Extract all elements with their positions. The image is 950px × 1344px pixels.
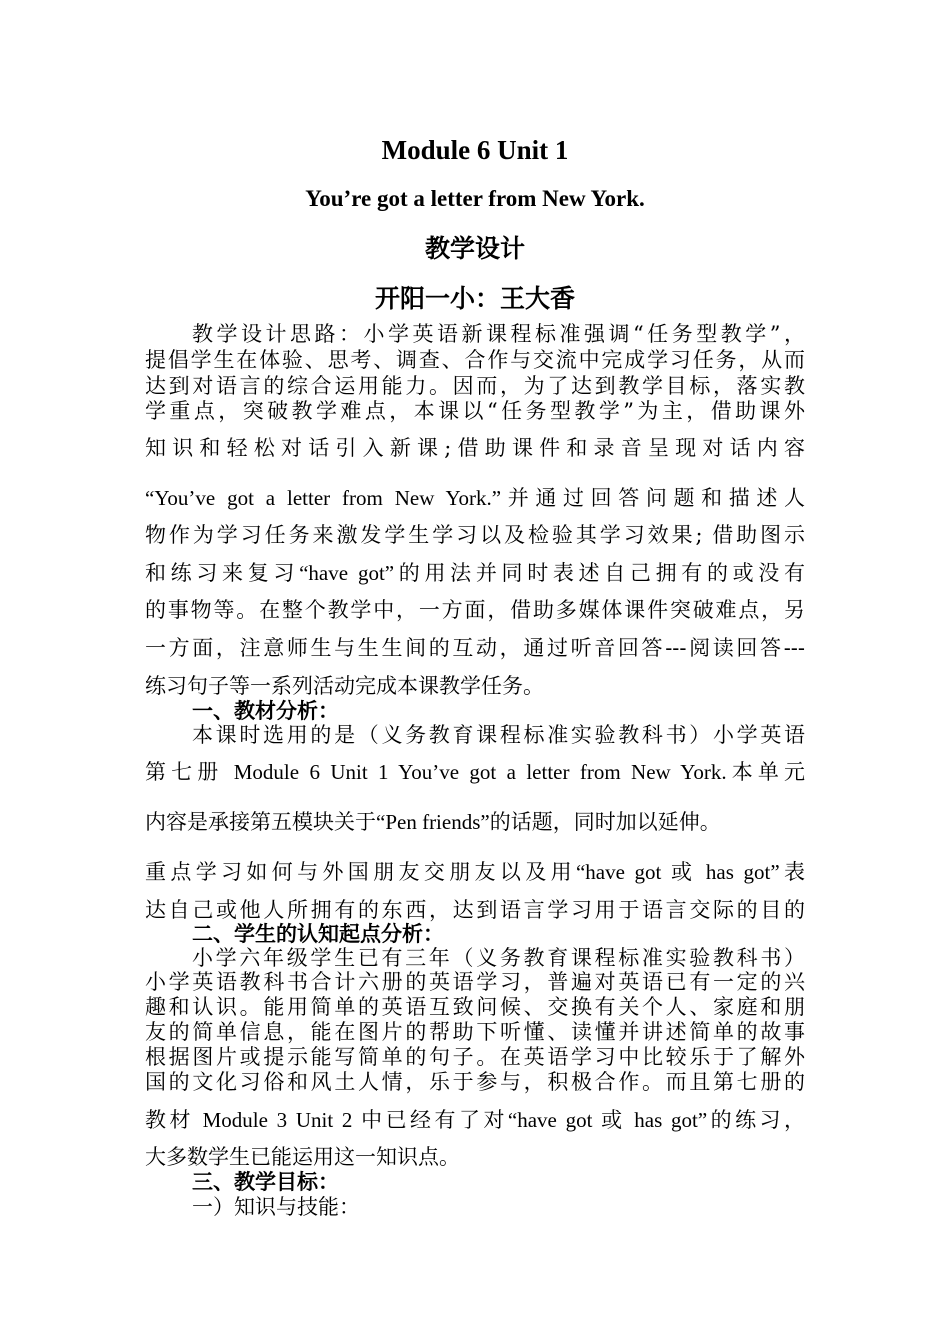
paragraph-line: 教材 Module 3 Unit 2 中已经有了对“have got 或 has got”的练习，: [145, 1108, 805, 1132]
paragraph-line: 练习句子等一系列活动完成本课教学任务。: [145, 674, 544, 698]
paragraph-line: 第七册 Module 6 Unit 1 You’ve got a letter from New York.本单元: [145, 760, 805, 784]
paragraph-line: 根据图片或提示能写简单的句子。在英语学习中比较乐于了解外: [145, 1045, 805, 1069]
paragraph-line: 小学英语教科书合计六册的英语学习，普遍对英语已有一定的兴: [145, 970, 805, 994]
paragraph-line: 友的简单信息，能在图片的帮助下听懂、读懂并讲述简单的故事: [145, 1020, 805, 1044]
paragraph-line: 提倡学生在体验、思考、调查、合作与交流中完成学习任务，从而: [145, 348, 805, 372]
paragraph-line: 本课时选用的是（义务教育课程标准实验教科书）小学英语: [192, 723, 805, 747]
doc-type-heading: 教学设计: [424, 234, 525, 263]
section-heading: 一、教材分析：: [192, 698, 339, 723]
section-heading: 三、教学目标：: [192, 1169, 339, 1194]
paragraph-line: 的事物等。在整个教学中，一方面，借助多媒体课件突破难点，另: [145, 598, 805, 622]
section-heading: 二、学生的认知起点分析：: [192, 921, 444, 946]
paragraph-line: 达自己或他人所拥有的东西，达到语言学习用于语言交际的目的: [145, 898, 805, 922]
paragraph-line: 和练习来复习“have got”的用法并同时表述自己拥有的或没有: [145, 561, 805, 585]
paragraph-line: “You’ve got a letter from New York.”并通过回答问题和描述人: [145, 486, 805, 510]
author-line: 开阳一小：王大香: [374, 284, 575, 313]
paragraph-line: 物作为学习任务来激发学生学习以及检验其学习效果; 借助图示: [145, 523, 805, 547]
paragraph-line: 内容是承接第五模块关于“Pen friends”的话题，同时加以延伸。: [145, 810, 721, 834]
doc-title: Module 6 Unit 1: [381, 135, 569, 165]
paragraph-line: 趣和认识。能用简单的英语互致问候、交换有关个人、家庭和朋: [145, 995, 805, 1019]
paragraph-line: 小学六年级学生已有三年（义务教育课程标准实验教科书）: [192, 946, 805, 970]
paragraph-line: 重点学习如何与外国朋友交朋友以及用“have got 或 has got”表: [145, 860, 805, 884]
paragraph-line: 知识和轻松对话引入新课;借助课件和录音呈现对话内容: [145, 436, 805, 460]
paragraph-line: 达到对语言的综合运用能力。因而，为了达到教学目标，落实教: [145, 374, 805, 398]
subsection-heading: 一）知识与技能：: [192, 1195, 360, 1219]
doc-subtitle: You’re got a letter from New York.: [305, 186, 645, 211]
paragraph-line: 一方面，注意师生与生生间的互动，通过听音回答---阅读回答---: [145, 636, 805, 660]
paragraph-line: 国的文化习俗和风土人情，乐于参与，积极合作。而且第七册的: [145, 1070, 805, 1094]
paragraph-line: 大多数学生已能运用这一知识点。: [145, 1145, 460, 1169]
paragraph-line: 学重点，突破教学难点，本课以“任务型教学”为主，借助课外: [145, 399, 805, 423]
paragraph-line: 教学设计思路：小学英语新课程标准强调“任务型教学”，: [192, 322, 805, 346]
